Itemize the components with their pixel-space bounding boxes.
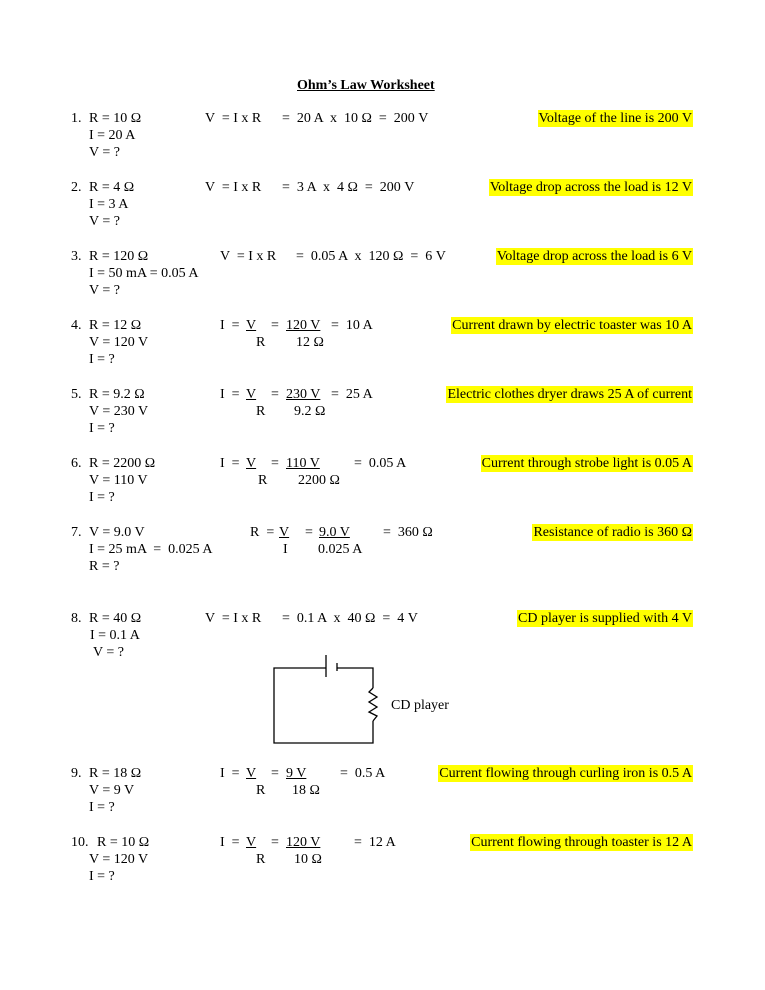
given-line: V = ? (89, 214, 120, 229)
calculation: = 0.05 A x 120 Ω = 6 V (296, 249, 446, 264)
given-line: I = ? (89, 869, 115, 884)
fraction-denominator-value: 9.2 Ω (294, 404, 326, 419)
calculation: = 3 A x 4 Ω = 200 V (282, 180, 415, 195)
given-line: I = ? (89, 421, 115, 436)
fraction-numerator-value: 110 V (286, 456, 320, 471)
formula-lhs: I = (220, 318, 240, 333)
fraction-denominator-value: 2200 Ω (298, 473, 340, 488)
formula-lhs: I = (220, 387, 240, 402)
answer-highlight: Voltage drop across the load is 12 V (489, 180, 692, 195)
equals-sign: = (271, 766, 279, 781)
answer-highlight: Voltage of the line is 200 V (538, 111, 692, 126)
problem-number: 7. (71, 525, 82, 540)
fraction-numerator-symbol: V (246, 766, 257, 781)
fraction-denominator-value: 10 Ω (294, 852, 322, 867)
fraction-numerator-value: 120 V (286, 835, 321, 850)
problem-number: 8. (71, 611, 82, 626)
circuit-label: CD player (391, 698, 449, 713)
formula-lhs: I = (220, 835, 240, 850)
result: = 0.05 A (354, 456, 407, 471)
formula: V = I x R (205, 180, 262, 195)
fraction-denominator-value: 0.025 A (318, 542, 363, 557)
circuit-wire (274, 668, 373, 743)
result: = 25 A (331, 387, 373, 402)
calculation: = 20 A x 10 Ω = 200 V (282, 111, 429, 126)
problem-number: 2. (71, 180, 82, 195)
given-line: V = 9.0 V (89, 525, 145, 540)
equals-sign: = (271, 456, 279, 471)
answer-highlight: Current flowing through curling iron is 0.5 A (439, 766, 692, 781)
problem-number: 1. (71, 111, 82, 126)
given-line: I = ? (89, 490, 115, 505)
given-line: R = 120 Ω (89, 249, 149, 264)
calculation: = 0.1 A x 40 Ω = 4 V (282, 611, 418, 626)
result: = 12 A (354, 835, 396, 850)
given-line: I = ? (89, 800, 115, 815)
equals-sign: = (305, 525, 313, 540)
fraction-denominator-symbol: R (256, 783, 266, 798)
fraction-numerator-symbol: V (279, 525, 290, 540)
result: = 360 Ω (383, 525, 433, 540)
given-line: I = ? (89, 352, 115, 367)
given-line: V = ? (93, 645, 124, 660)
given-line: R = 4 Ω (89, 180, 135, 195)
problem-number: 3. (71, 249, 82, 264)
given-line: V = 110 V (89, 473, 148, 488)
answer-highlight: Current through strobe light is 0.05 A (481, 456, 692, 471)
fraction-numerator-symbol: V (246, 456, 257, 471)
given-line: I = 3 A (89, 197, 129, 212)
given-line: R = 12 Ω (89, 318, 142, 333)
formula-lhs: I = (220, 456, 240, 471)
formula-lhs: R = (250, 525, 275, 540)
problem-number: 5. (71, 387, 82, 402)
result: = 10 A (331, 318, 373, 333)
fraction-numerator-value: 9 V (286, 766, 307, 781)
given-line: R = 9.2 Ω (89, 387, 145, 402)
given-line: V = 120 V (89, 335, 149, 350)
answer-highlight: Resistance of radio is 360 Ω (533, 525, 692, 540)
fraction-numerator-value: 120 V (286, 318, 321, 333)
fraction-numerator-value: 9.0 V (319, 525, 350, 540)
given-line: I = 25 mA = 0.025 A (89, 542, 213, 557)
fraction-denominator-symbol: I (283, 542, 288, 557)
fraction-denominator-symbol: R (256, 404, 266, 419)
fraction-denominator-value: 18 Ω (292, 783, 320, 798)
circuit-wire (337, 668, 373, 688)
problem-number: 9. (71, 766, 82, 781)
problem-number: 4. (71, 318, 82, 333)
worksheet-title: Ohm’s Law Worksheet (297, 78, 435, 93)
formula: V = I x R (205, 111, 262, 126)
formula: V = I x R (205, 611, 262, 626)
answer-highlight: Voltage drop across the load is 6 V (496, 249, 692, 264)
given-line: R = 10 Ω (97, 835, 150, 850)
given-line: R = 2200 Ω (89, 456, 156, 471)
problem-number: 10. (71, 835, 89, 850)
fraction-denominator-symbol: R (258, 473, 268, 488)
equals-sign: = (271, 835, 279, 850)
answer-highlight: Current drawn by electric toaster was 10 A (452, 318, 692, 333)
given-line: V = ? (89, 283, 120, 298)
fraction-numerator-symbol: V (246, 835, 257, 850)
given-line: V = 120 V (89, 852, 149, 867)
given-line: I = 20 A (89, 128, 136, 143)
fraction-numerator-value: 230 V (286, 387, 321, 402)
fraction-denominator-symbol: R (256, 335, 266, 350)
given-line: I = 50 mA = 0.05 A (89, 266, 199, 281)
formula: V = I x R (220, 249, 277, 264)
answer-highlight: Electric clothes dryer draws 25 A of current (447, 387, 692, 402)
fraction-numerator-symbol: V (246, 387, 257, 402)
equals-sign: = (271, 318, 279, 333)
problem-number: 6. (71, 456, 82, 471)
fraction-denominator-symbol: R (256, 852, 266, 867)
answer-highlight: CD player is supplied with 4 V (518, 611, 692, 626)
given-line: I = 0.1 A (90, 628, 140, 643)
equals-sign: = (271, 387, 279, 402)
fraction-denominator-value: 12 Ω (296, 335, 324, 350)
fraction-numerator-symbol: V (246, 318, 257, 333)
given-line: R = 10 Ω (89, 111, 142, 126)
given-line: V = 230 V (89, 404, 149, 419)
given-line: R = 18 Ω (89, 766, 142, 781)
result: = 0.5 A (340, 766, 386, 781)
given-line: R = 40 Ω (89, 611, 142, 626)
given-line: R = ? (89, 559, 120, 574)
answer-highlight: Current flowing through toaster is 12 A (471, 835, 692, 850)
resistor-symbol (369, 688, 377, 721)
formula-lhs: I = (220, 766, 240, 781)
given-line: V = ? (89, 145, 120, 160)
given-line: V = 9 V (89, 783, 135, 798)
